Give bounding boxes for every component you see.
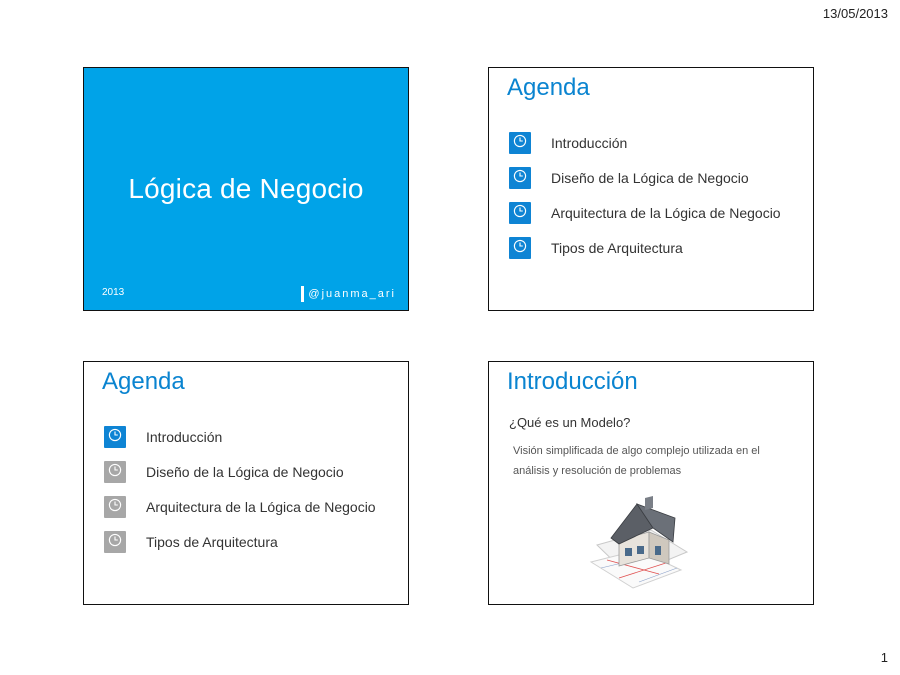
clock-icon xyxy=(104,426,126,448)
slide-agenda-full xyxy=(488,67,814,311)
clock-icon xyxy=(104,461,126,483)
slide-question: ¿Qué es un Modelo? xyxy=(509,415,631,430)
slide-title: Introducción xyxy=(507,368,638,395)
agenda-item xyxy=(104,489,376,524)
clock-icon xyxy=(509,237,531,259)
agenda-list xyxy=(104,419,376,559)
agenda-item xyxy=(104,419,376,454)
clock-icon xyxy=(509,202,531,224)
cover-year: 2013 xyxy=(102,287,125,298)
agenda-item-label: Introducción xyxy=(551,134,628,151)
print-date: 13/05/2013 xyxy=(822,6,888,21)
clock-icon xyxy=(104,496,126,518)
house-model-blueprint-icon xyxy=(589,490,691,590)
agenda-item-label: Tipos de Arquitectura xyxy=(146,533,278,550)
page-number: 1 xyxy=(880,650,888,665)
agenda-item-label: Tipos de Arquitectura xyxy=(551,239,683,256)
clock-icon xyxy=(509,132,531,154)
cover-title: Lógica de Negocio xyxy=(128,173,364,204)
agenda-list xyxy=(509,125,781,265)
slide-introduction xyxy=(488,361,814,605)
cover-handle: @juanma_ari xyxy=(301,286,396,302)
clock-icon xyxy=(509,167,531,189)
agenda-item xyxy=(509,125,781,160)
agenda-item-label: Arquitectura de la Lógica de Negocio xyxy=(146,498,376,515)
slide-title: Agenda xyxy=(102,368,185,395)
agenda-item xyxy=(509,230,781,265)
agenda-item xyxy=(509,195,781,230)
slide-agenda-progress xyxy=(83,361,409,605)
agenda-item xyxy=(104,524,376,559)
agenda-item xyxy=(509,160,781,195)
slide-description: Visión simplificada de algo complejo utilizada en el análisis y resolución de problemas xyxy=(513,445,760,477)
agenda-item-label: Introducción xyxy=(146,428,223,445)
slide-title-cover xyxy=(83,67,409,311)
agenda-item xyxy=(104,454,376,489)
slide-title: Agenda xyxy=(507,74,590,101)
agenda-item-label: Arquitectura de la Lógica de Negocio xyxy=(551,204,781,221)
agenda-item-label: Diseño de la Lógica de Negocio xyxy=(146,463,344,480)
agenda-item-label: Diseño de la Lógica de Negocio xyxy=(551,169,749,186)
clock-icon xyxy=(104,531,126,553)
